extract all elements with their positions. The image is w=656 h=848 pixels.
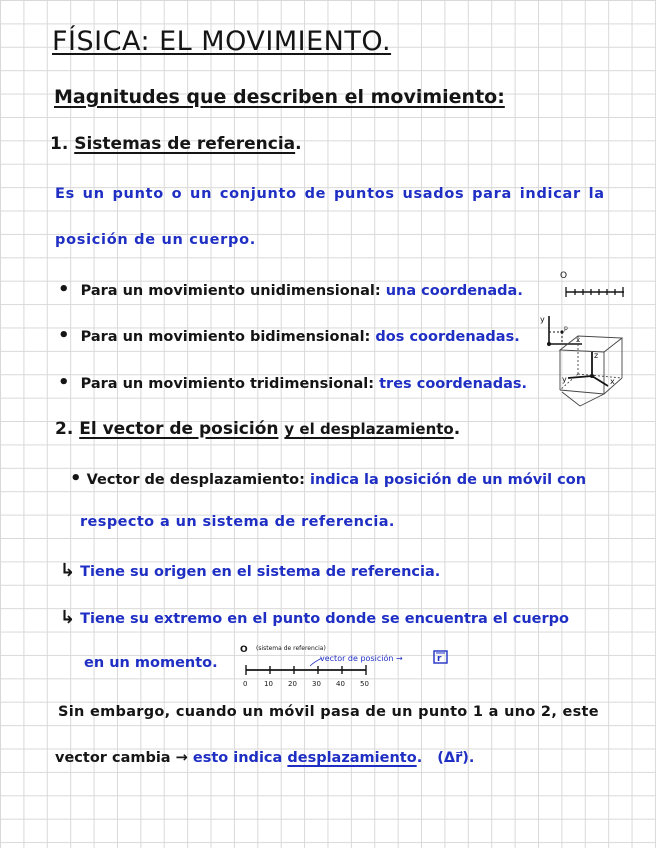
y-axis-label: y [540,315,545,324]
closing-line1: Sin embargo, cuando un móvil pasa de un punto 1 a uno 2, este [58,704,599,720]
vector-note: vector de posición → [320,654,403,663]
displacement-text: indica la posición de un móvil con [309,472,587,488]
bullet: • [58,372,70,393]
item-label: Para un movimiento unidimensional: [80,283,381,299]
section1-title: Sistemas de referencia [74,134,296,154]
item-value: tres coordenadas. [379,376,528,392]
point-label: p [564,325,568,332]
bullet: • [58,279,70,300]
arrow-note-text: Tiene su origen en el sistema de referencia. [80,564,441,580]
section1-number: 1. [50,134,69,154]
vector-symbol: r [437,654,442,664]
section2-title-end: . [453,419,461,439]
section2-title-b: y el desplazamiento [284,420,454,438]
section2-heading [55,419,460,439]
displacement-symbol: (Δr⃗). [437,750,475,766]
closing-text-a: vector cambia → [55,750,188,766]
position-vector-sketch [238,640,454,690]
tick-label: 0 [243,680,248,688]
section1-title-end: . [295,134,302,154]
item-label: Para un movimiento bidimensional: [80,329,371,345]
section1-definition-line1: Es un punto o un conjunto de puntos usados para indicar la [55,186,605,202]
subtitle: Magnitudes que describen el movimiento: [54,86,505,108]
closing-line2 [55,750,474,766]
x-axis-label-3d: x [610,377,615,386]
item-label: Para un movimiento tridimensional: [80,376,375,392]
section2-number: 2. [55,419,74,439]
displacement-label: Vector de desplazamiento: [86,472,305,488]
displacement-term: desplazamiento [287,750,417,766]
item-value: una coordenada. [385,283,523,299]
one-dimensional-axis-sketch [558,268,628,302]
origin-note: (sistema de referencia) [256,645,326,652]
tick-label: 40 [336,680,345,688]
section1-definition-line2: posición de un cuerpo. [55,232,256,248]
closing-text-b: esto indica [192,750,283,766]
tick-label: 50 [360,680,369,688]
bullet: • [58,325,70,346]
section2-title-a: El vector de posición [79,419,279,439]
displacement-definition-line1 [70,468,586,489]
y-axis-label-3d: y [562,375,567,384]
origin-label: O [240,645,248,655]
return-arrow-icon: ↳ [60,560,76,581]
tick-label: 10 [264,680,273,688]
arrow-note-text: Tiene su extremo en el punto donde se encuentra el cuerpo [80,611,569,627]
return-arrow-icon: ↳ [60,607,76,628]
page-title: FÍSICA: EL MOVIMIENTO. [52,26,392,57]
item-value: dos coordenadas. [375,329,520,345]
list-item-unidimensional [58,279,523,300]
section1-heading [50,134,302,154]
tick-label: 30 [312,680,321,688]
arrow-note-extreme-line2: en un momento. [84,655,218,671]
list-item-tridimensional [58,372,527,393]
three-dimensional-box-sketch [556,332,626,410]
bullet: • [70,468,82,489]
tick-label: 20 [288,680,297,688]
x-axis-label: x [576,336,581,344]
closing-period: . [416,750,423,766]
origin-label: O [560,271,568,281]
list-item-bidimensional [58,325,520,346]
arrow-note-origin [60,560,440,581]
displacement-definition-line2: respecto a un sistema de referencia. [80,514,395,530]
z-axis-label: z [594,351,599,360]
arrow-note-extreme [60,607,569,628]
